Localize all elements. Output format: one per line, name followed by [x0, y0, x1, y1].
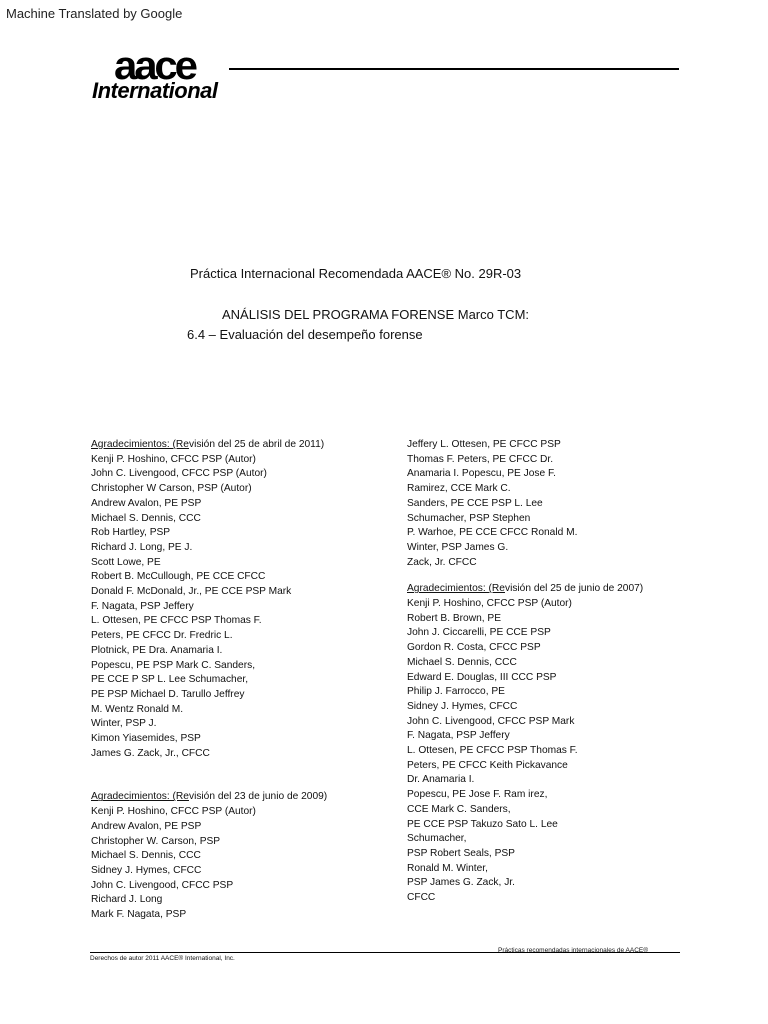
acknowledgement-line: Winter, PSP James G. — [407, 541, 509, 553]
acknowledgement-line: Robert B. Brown, PE — [407, 612, 501, 624]
acknowledgement-line: Thomas F. Peters, PE CFCC Dr. — [407, 453, 554, 465]
acknowledgement-line: John C. Livengood, CFCC PSP (Autor) — [91, 468, 267, 480]
acknowledgement-line: P. Warhoe, PE CCE CFCC Ronald M. — [407, 527, 578, 539]
acknowledgement-line: Ramirez, CCE Mark C. — [407, 483, 511, 495]
acknowledgement-line: Schumacher, PSP Stephen — [407, 512, 531, 524]
document-subtitle: 6.4 – Evaluación del desempeño forense — [187, 327, 423, 342]
aace-logo — [90, 44, 230, 110]
acknowledgement-line: Christopher W. Carson, PSP — [91, 835, 221, 847]
acknowledgement-line: John C. Livengood, CFCC PSP Mark — [407, 715, 575, 727]
acknowledgement-line: Schumacher, — [407, 833, 467, 845]
acknowledgement-line: PSP Robert Seals, PSP — [407, 847, 515, 859]
acknowledgement-line: Kenji P. Hoshino, CFCC PSP (Autor) — [91, 453, 256, 465]
acknowledgement-line: Donald F. McDonald, Jr., PE CCE PSP Mark — [91, 586, 292, 598]
acknowledgement-line: Anamaria I. Popescu, PE Jose F. — [407, 468, 556, 480]
acknowledgement-line: Kenji P. Hoshino, CFCC PSP (Autor) — [91, 806, 256, 818]
acknowledgement-line: Ronald M. Winter, — [407, 862, 488, 874]
ack-list-2007 — [407, 597, 707, 906]
logo-international-text: International — [92, 78, 218, 103]
acknowledgement-line: Kimon Yiasemides, PSP — [91, 733, 201, 745]
ack-list-2011-continued — [407, 438, 707, 570]
acknowledgement-line: Peters, PE CFCC Dr. Fredric L. — [91, 630, 233, 642]
ack-list-2011 — [91, 453, 391, 762]
acknowledgement-line: James G. Zack, Jr., CFCC — [91, 747, 210, 759]
acknowledgement-line: Michael S. Dennis, CCC — [91, 512, 201, 524]
acknowledgement-line: Popescu, PE PSP Mark C. Sanders, — [91, 659, 256, 671]
acknowledgement-line: Jeffery L. Ottesen, PE CFCC PSP — [407, 439, 561, 450]
ack-header-2007-rest: visión del 25 de junio de 2007) — [504, 583, 644, 595]
acknowledgement-line: Philip J. Farrocco, PE — [407, 686, 505, 698]
acknowledgement-line: Sidney J. Hymes, CFCC — [91, 864, 202, 876]
ack-header-2009-underlined: Agradecimientos: (Re — [91, 791, 189, 803]
acknowledgement-line: CCE Mark C. Sanders, — [407, 803, 511, 815]
acknowledgement-line: L. Ottesen, PE CFCC PSP Thomas F. — [407, 745, 578, 757]
ack-header-2011 — [91, 438, 391, 453]
acknowledgement-line: Andrew Avalon, PE PSP — [91, 497, 202, 509]
acknowledgement-line: Sanders, PE CCE PSP L. Lee — [407, 497, 543, 509]
acknowledgement-line: Michael S. Dennis, CCC — [91, 850, 201, 862]
acknowledgement-line: Sidney J. Hymes, CFCC — [407, 700, 518, 712]
acknowledgement-line: Mark F. Nagata, PSP — [91, 909, 187, 921]
acknowledgement-line: Winter, PSP J. — [91, 718, 157, 730]
acknowledgement-line: CFCC — [407, 892, 436, 904]
acknowledgement-line: PSP James G. Zack, Jr. — [407, 877, 515, 889]
left-acknowledgements-column — [91, 438, 391, 923]
acknowledgement-line: PE PSP Michael D. Tarullo Jeffrey — [91, 688, 245, 700]
header-rule — [229, 68, 679, 70]
acknowledgement-line: Peters, PE CFCC Keith Pickavance — [407, 759, 568, 771]
acknowledgement-line: Kenji P. Hoshino, CFCC PSP (Autor) — [407, 598, 572, 610]
acknowledgement-line: Rob Hartley, PSP — [91, 527, 171, 539]
acknowledgement-line: L. Ottesen, PE CFCC PSP Thomas F. — [91, 615, 262, 627]
ack-header-2007-underlined: Agradecimientos: (Re — [407, 583, 505, 595]
acknowledgement-line: F. Nagata, PSP Jeffery — [91, 600, 194, 612]
ack-header-2011-rest: visión del 25 de abril de 2011) — [188, 439, 325, 450]
acknowledgement-line: Edward E. Douglas, III CCC PSP — [407, 671, 557, 683]
footer-copyright: Derechos de autor 2011 AACE® International, Inc. — [90, 955, 235, 962]
acknowledgement-line: Dr. Anamaria I. — [407, 774, 475, 786]
acknowledgement-line: Popescu, PE Jose F. Ram irez, — [407, 789, 548, 801]
ack-list-2009 — [91, 805, 391, 923]
document-title: ANÁLISIS DEL PROGRAMA FORENSE Marco TCM: — [222, 307, 530, 322]
ack-header-2011-underlined: Agradecimientos: (Re — [91, 439, 189, 450]
logo-aace-text: aace — [114, 44, 195, 88]
acknowledgement-line: Gordon R. Costa, CFCC PSP — [407, 642, 541, 654]
acknowledgement-line: Richard J. Long, PE J. — [91, 541, 193, 553]
acknowledgement-line: John C. Livengood, CFCC PSP — [91, 879, 234, 891]
acknowledgement-line: PE CCE PSP Takuzo Sato L. Lee — [407, 818, 558, 830]
acknowledgement-line: Michael S. Dennis, CCC — [407, 656, 517, 668]
right-acknowledgements-column — [407, 438, 707, 906]
footer-series-name: Prácticas recomendadas internacionales de AACE® — [498, 947, 649, 954]
acknowledgement-line: Christopher W Carson, PSP (Autor) — [91, 483, 252, 495]
acknowledgement-line: John J. Ciccarelli, PE CCE PSP — [407, 627, 551, 639]
acknowledgement-line: Andrew Avalon, PE PSP — [91, 820, 202, 832]
ack-header-2009-rest: visión del 23 de junio de 2009) — [188, 791, 328, 803]
ack-header-2007 — [407, 582, 707, 597]
acknowledgement-line: Robert B. McCullough, PE CCE CFCC — [91, 571, 266, 583]
ack-header-2009 — [91, 790, 391, 805]
acknowledgement-line: Zack, Jr. CFCC — [407, 556, 477, 568]
acknowledgement-line: Richard J. Long — [91, 894, 163, 906]
machine-translation-banner: Machine Translated by Google — [6, 6, 183, 21]
acknowledgement-line: PE CCE P SP L. Lee Schumacher, — [91, 674, 249, 686]
acknowledgement-line: M. Wentz Ronald M. — [91, 703, 184, 715]
acknowledgement-line: Scott Lowe, PE — [91, 556, 161, 568]
acknowledgement-line: F. Nagata, PSP Jeffery — [407, 730, 510, 742]
acknowledgement-line: Plotnick, PE Dra. Anamaria I. — [91, 644, 223, 656]
practice-number-title: Práctica Internacional Recomendada AACE® No. 29R-03 — [190, 266, 522, 281]
